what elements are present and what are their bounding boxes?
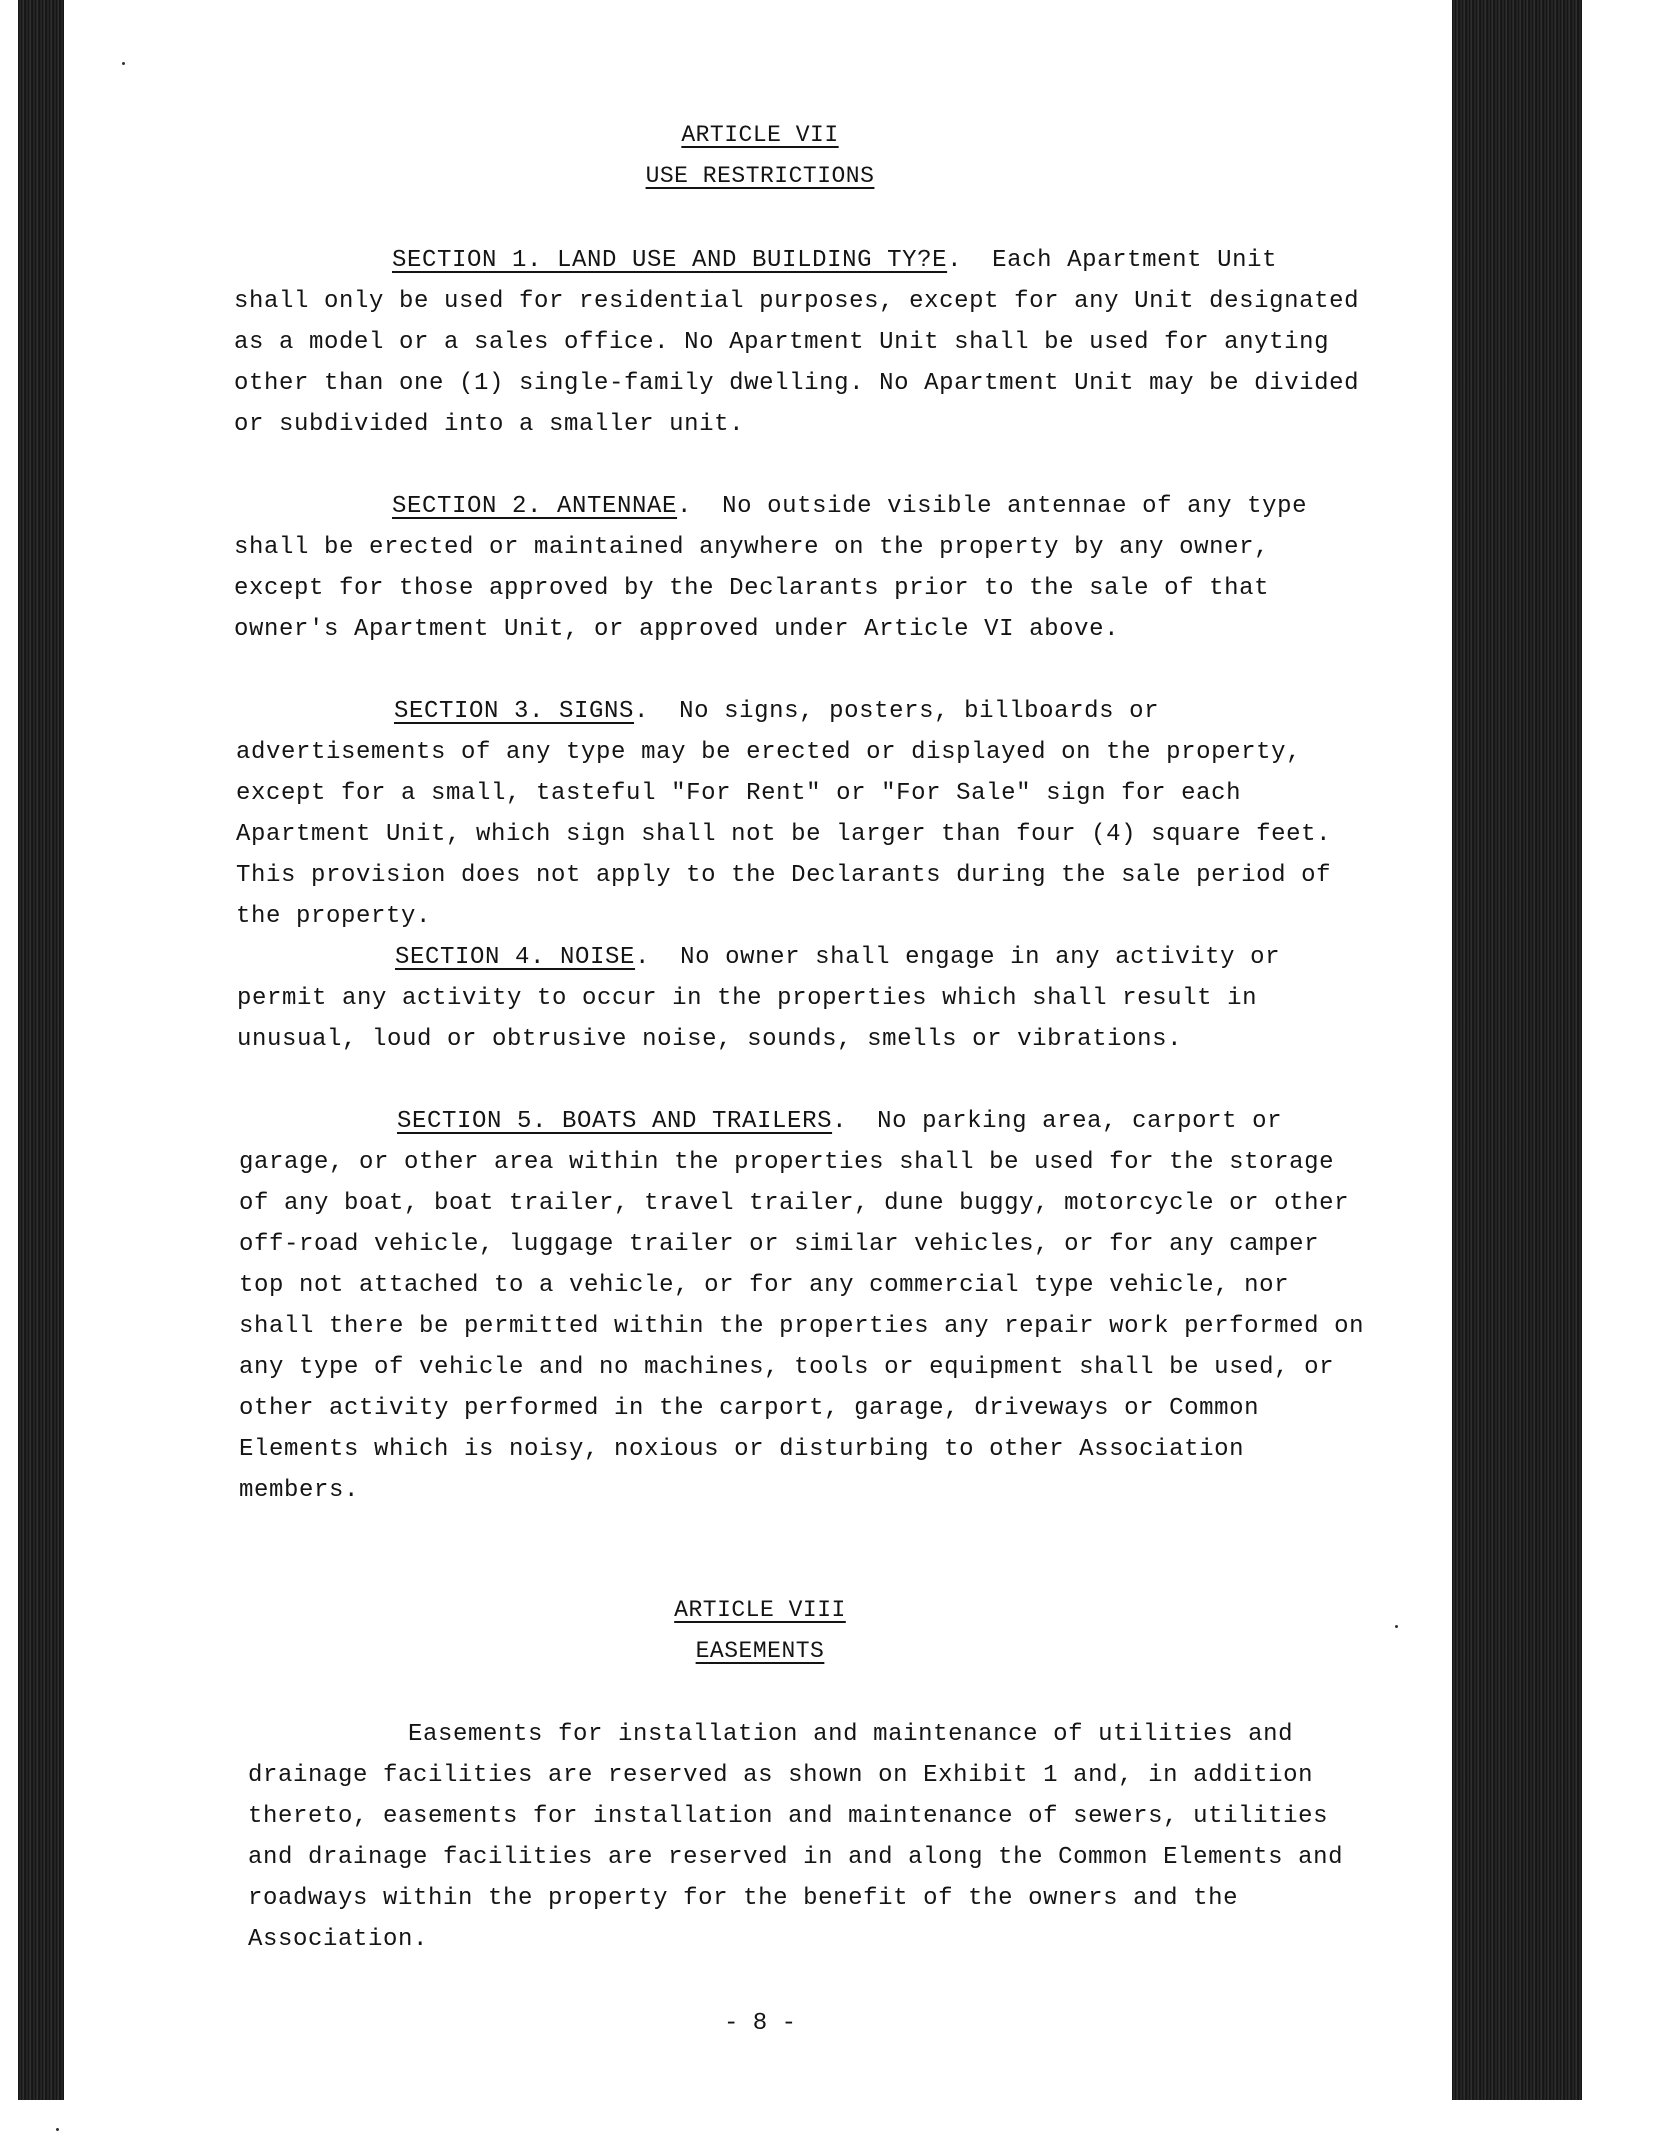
section-4-label: SECTION 4. NOISE <box>395 944 636 971</box>
page-number: - 8 - <box>723 2010 796 2037</box>
article-8-title: EASEMENTS <box>695 1638 825 1664</box>
section-2-text: No outside visible antennae of any type shall be erected or maintained anywhere on the property by any owner, except for those approved by the Declarants prior to the sale of that owner's Apartment Unit, or approved under Article VI above. <box>234 493 1308 643</box>
section-5-label: SECTION 5. BOATS AND TRAILERS <box>397 1108 833 1135</box>
section-5-paragraph: SECTION 5. BOATS AND TRAILERS. No parking area, carport or garage, or other area within the properties shall be used for the storage of any boat, boat trailer, travel trailer, dune buggy, motorcycle or other off-road vehicle, luggage trailer or similar vehicles, or for any camper top not attached to a vehicle, or for any commercial type vehicle, nor shall there be permitted within the properties any repair work performed on any type of vehicle and no machines, tools or equipment shall be used, or other activity performed in the carport, garage, driveways or Common Elements which is noisy, noxious or disturbing to other Association members. <box>239 1108 1365 1504</box>
section-3-text: No signs, posters, billboards or advertisements of any type may be erected or displayed on the property, except for a small, tasteful "For Rent" or "For Sale" sign for each Apartment Unit, which sign shall not be larger than four (4) square feet. This provision does not apply to the Declarants during the sale period of the property. <box>236 698 1332 930</box>
article-8-number: ARTICLE VIII <box>674 1597 846 1623</box>
section-2-label: SECTION 2. ANTENNAE <box>392 493 678 520</box>
section-3-paragraph: SECTION 3. SIGNS. No signs, posters, billboards or advertisements of any type may be erected or displayed on the property, except for a small, tasteful "For Rent" or "For Sale" sign for each Apartment Unit, which sign shall not be larger than four (4) square feet. This provision does not apply to the Declarants during the sale period of the property. <box>236 698 1332 930</box>
easements-text: Easements for installation and maintenance of utilities and drainage facilities are reserved as shown on Exhibit 1 and, in addition thereto, easements for installation and maintenance of sewers, utilities and drainage facilities are reserved in and along the Common Elements and roadways within the property for the benefit of the owners and the Association. <box>248 1721 1344 1953</box>
section-2-paragraph: SECTION 2. ANTENNAE. No outside visible antennae of any type shall be erected or maintained anywhere on the property by any owner, except for those approved by the Declarants prior to the sale of that owner's Apartment Unit, or approved under Article VI above. <box>234 493 1308 643</box>
section-4-paragraph: SECTION 4. NOISE. No owner shall engage in any activity or permit any activity to occur in the properties which shall result in unusual, loud or obtrusive noise, sounds, smells or vibrations. <box>237 944 1281 1053</box>
section-1-label: SECTION 1. LAND USE AND BUILDING TY?E <box>392 247 948 274</box>
section-3-label: SECTION 3. SIGNS <box>394 698 635 725</box>
section-5-text: No parking area, carport or garage, or other area within the properties shall be used for the storage of any boat, boat trailer, travel trailer, dune buggy, motorcycle or other off-road vehicle, luggage trailer or similar vehicles, or for any camper top not attached to a vehicle, or for any commercial type vehicle, nor shall there be permitted within the properties any repair work performed on any type of vehicle and no machines, tools or equipment shall be used, or other activity performed in the carport, garage, driveways or Common Elements which is noisy, noxious or disturbing to other Association members. <box>239 1108 1365 1504</box>
section-4-text: No owner shall engage in any activity or permit any activity to occur in the properties which shall result in unusual, loud or obtrusive noise, sounds, smells or vibrations. <box>237 944 1281 1053</box>
article-7-number: ARTICLE VII <box>681 122 839 148</box>
section-1-paragraph: SECTION 1. LAND USE AND BUILDING TY?E. Each Apartment Unit shall only be used for residential purposes, except for any Unit designated as a model or a sales office. No Apartment Unit shall be used for anyting other than one (1) single-family dwelling. No Apartment Unit may be divided or subdivided into a smaller unit. <box>234 247 1360 438</box>
section-1-text: Each Apartment Unit shall only be used for residential purposes, except for any Unit designated as a model or a sales office. No Apartment Unit shall be used for anyting other than one (1) single-family dwelling. No Apartment Unit may be divided or subdivided into a smaller unit. <box>234 247 1360 438</box>
easements-paragraph <box>248 1714 1378 1960</box>
article-7-title: USE RESTRICTIONS <box>645 163 875 189</box>
